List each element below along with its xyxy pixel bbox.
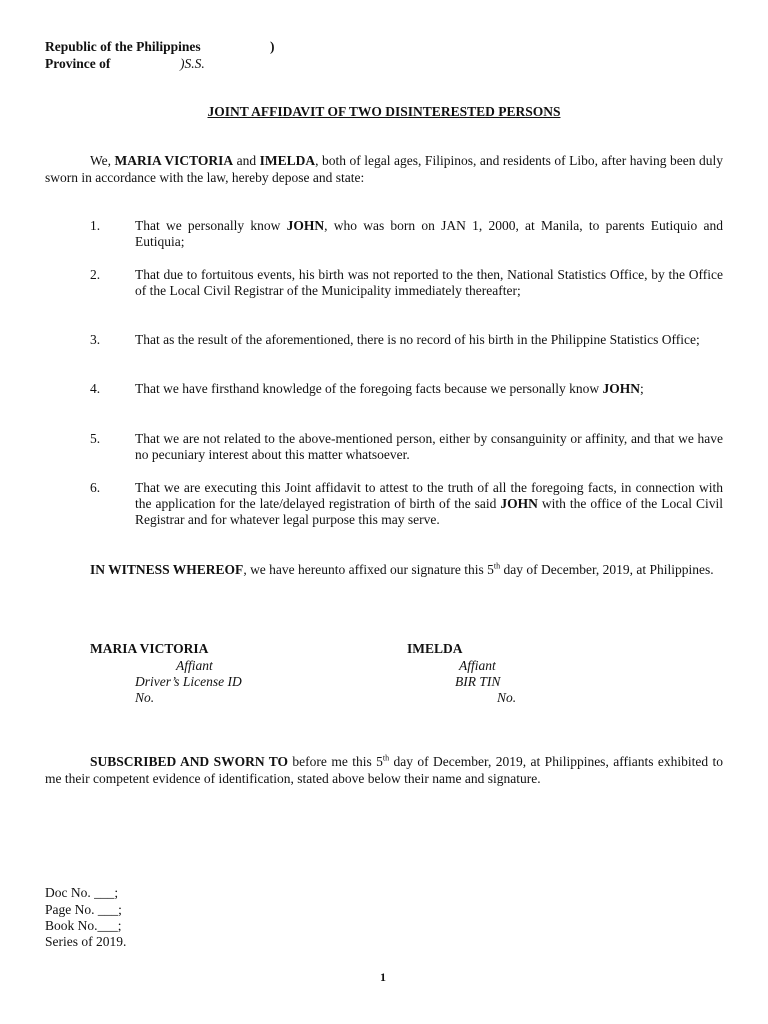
signatory-right-name: IMELDA xyxy=(407,641,463,656)
subscribed-text-b: day of December, 2019, at Philippines, affiants exhibited to me their competent evidence of identification, stated above below their name and signature. xyxy=(45,754,723,786)
header-republic: Republic of the Philippines xyxy=(45,39,201,54)
notarial-doc: Doc No. ___; xyxy=(45,885,119,900)
item-text: That we are not related to the above-mentioned person, either by consanguinity or affinity, and that we have no pecuniary interest about this matter whatsoever. xyxy=(135,431,723,462)
witness-paragraph xyxy=(45,561,723,578)
item-name: JOHN xyxy=(500,496,538,511)
witness-text-b: day of December, 2019, at Philippines. xyxy=(500,562,714,577)
header-ss: )S.S. xyxy=(180,56,205,71)
document-title: JOINT AFFIDAVIT OF TWO DISINTERESTED PERSONS xyxy=(207,104,561,119)
page-number: 1 xyxy=(380,970,386,984)
signatory-left-id: Driver’s License ID xyxy=(135,674,242,689)
signatory-right-role: Affiant xyxy=(459,658,496,673)
signatory-right-no: No. xyxy=(497,690,517,705)
item-name: JOHN xyxy=(602,381,640,396)
item-number: 1. xyxy=(90,218,101,233)
witness-text-a: , we have hereunto affixed our signature this 5 xyxy=(243,562,494,577)
witness-sup: th xyxy=(493,561,501,571)
item-name: JOHN xyxy=(286,218,325,233)
item-text-a: That we are executing this Joint affidavit to attest to the truth of all the foregoing facts, in connection with the application for the late/delayed registration of birth of the said xyxy=(135,480,723,511)
witness-bold: IN WITNESS WHEREOF xyxy=(90,562,244,577)
item-text-c: ; xyxy=(639,381,644,396)
subscribed-paragraph xyxy=(45,753,723,787)
item-text-a: That we personally know xyxy=(135,218,287,233)
intro-we: We, xyxy=(90,153,115,168)
intro-rest: , both of legal ages, Filipinos, and residents of Libo, after having been duly sworn in accordance with the law, hereby depose and state: xyxy=(45,153,723,185)
item-text-a: That we have firsthand knowledge of the foregoing facts because we personally know xyxy=(135,381,603,396)
signatory-left-role: Affiant xyxy=(176,658,213,673)
subscribed-text-a: before me this 5 xyxy=(288,754,383,769)
item-number: 3. xyxy=(90,332,101,347)
item-text xyxy=(135,218,723,250)
header-province: Province of xyxy=(45,56,111,71)
intro-and: and xyxy=(233,153,260,168)
notarial-page: Page No. ___; xyxy=(45,902,122,917)
notarial-book: Book No.___; xyxy=(45,918,122,933)
item-text-c: , who was born on JAN 1, 2000, at Manila, to parents Eutiquio and Eutiquia; xyxy=(135,218,724,249)
intro-name1: MARIA VICTORIA xyxy=(114,153,234,168)
intro-name2: IMELDA xyxy=(259,153,316,168)
intro-paragraph xyxy=(45,152,723,186)
subscribed-sup: th xyxy=(382,753,390,763)
item-text: That as the result of the aforementioned, there is no record of his birth in the Philippine Statistics Office; xyxy=(135,332,700,347)
item-text: That due to fortuitous events, his birth was not reported to the then, National Statistics Office, by the Office of the Local Civil Registrar of the Municipality immediately thereafter; xyxy=(135,267,723,298)
item-text xyxy=(135,480,723,528)
signatory-right-id: BIR TIN xyxy=(455,674,501,689)
signatory-left-name: MARIA VICTORIA xyxy=(90,641,209,656)
notarial-series: Series of 2019. xyxy=(45,934,127,949)
header-paren: ) xyxy=(270,39,275,54)
item-number: 5. xyxy=(90,431,101,446)
item-number: 2. xyxy=(90,267,101,282)
item-number: 6. xyxy=(90,480,101,495)
item-text xyxy=(135,381,723,397)
item-text-c: with the office of the Local Civil Registrar and for whatever legal purpose this may serve. xyxy=(135,496,723,527)
item-number: 4. xyxy=(90,381,101,396)
subscribed-bold: SUBSCRIBED AND SWORN TO xyxy=(90,754,289,769)
signatory-left-no: No. xyxy=(135,690,155,705)
